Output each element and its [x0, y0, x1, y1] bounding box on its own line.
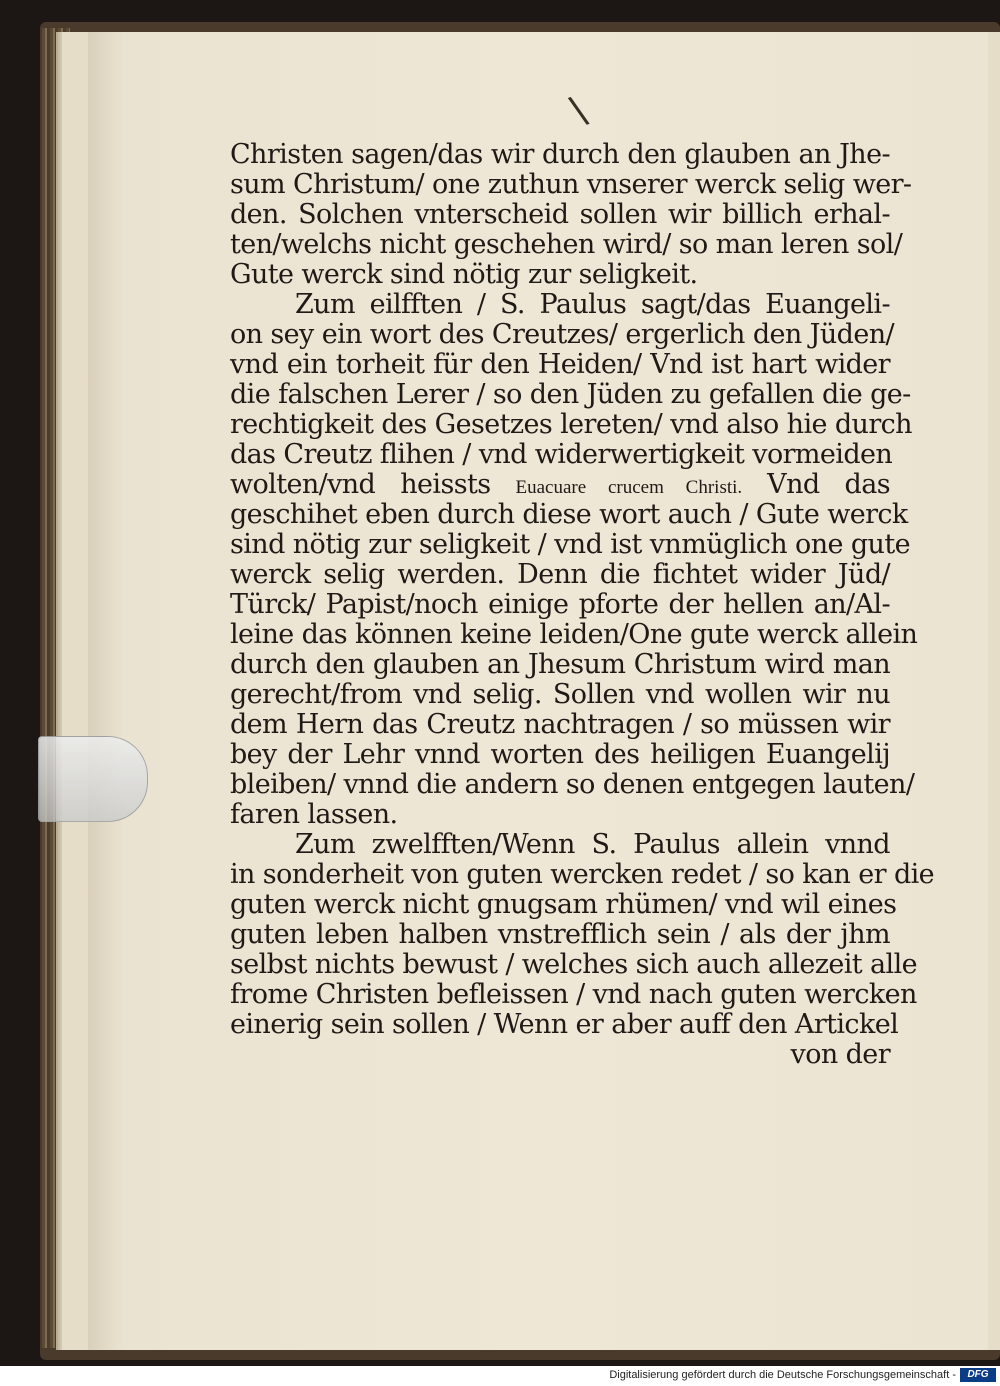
text-line: sum Christum/ one zuthun vnserer werck selig wer-	[230, 169, 912, 200]
text-line: vnd ein torheit für den Heiden/ Vnd ist hart wider	[230, 349, 890, 380]
text-line: faren lassen.	[230, 799, 398, 830]
text-segment: Vnd das	[767, 469, 890, 500]
dfg-logo-icon: DFG	[960, 1368, 996, 1382]
page-text	[230, 139, 935, 1070]
text-line: durch den glauben an Jhesum Christum wird man	[230, 649, 890, 680]
text-line: einerig sein sollen / Wenn er aber auff den Artickel	[230, 1009, 899, 1040]
latin-quote: Euacuare crucem Christi.	[515, 477, 743, 498]
text-line: bey der Lehr vnnd worten des heiligen Euangelij	[230, 739, 890, 770]
text-line: Zum eilfften / S. Paulus sagt/das Euangeli-	[295, 289, 890, 320]
text-line: gerecht/from vnd selig. Sollen vnd wollen wir nu	[230, 679, 890, 710]
marginal-mark: \	[565, 87, 592, 133]
text-line: den. Solchen vnterscheid sollen wir billich erhal-	[230, 199, 890, 230]
text-line: Christen sagen/das wir durch den glauben an Jhe-	[230, 139, 890, 170]
text-line: geschihet eben durch diese wort auch / Gute werck	[230, 499, 908, 530]
text-line: Zum zwelfften/Wenn S. Paulus allein vnnd	[295, 829, 890, 860]
text-line: on sey ein wort des Creutzes/ ergerlich den Jüden/	[230, 319, 895, 350]
text-line: sind nötig zur seligkeit / vnd ist vnmüglich one gute	[230, 529, 910, 560]
text-line: leine das können keine leiden/One gute werck allein	[230, 619, 918, 650]
catchword: von der	[790, 1039, 890, 1070]
text-segment: wolten/vnd heissts	[230, 469, 491, 500]
text-line: ten/welchs nicht geschehen wird/ so man leren sol/	[230, 229, 903, 260]
text-line: die falschen Lerer / so den Jüden zu gefallen die ge-	[230, 379, 911, 410]
text-line: in sonderheit von guten wercken redet / so kan er die	[230, 859, 935, 890]
text-line: rechtigkeit des Gesetzes lereten/ vnd also hie durch	[230, 409, 912, 440]
text-line: werck selig werden. Denn die fichtet wider Jüd/	[230, 559, 890, 590]
text-line: guten werck nicht gnugsam rhümen/ vnd wil eines	[230, 889, 897, 920]
text-line: dem Hern das Creutz nachtragen / so müssen wir	[230, 709, 890, 740]
page-clip	[38, 736, 148, 822]
text-line: Gute werck sind nötig zur seligkeit.	[230, 259, 698, 290]
text-line: frome Christen befleissen / vnd nach guten wercken	[230, 979, 917, 1010]
text-line-mixed	[230, 470, 890, 500]
text-line: bleiben/ vnnd die andern so denen entgegen lauten/	[230, 769, 915, 800]
text-line: selbst nichts bewust / welches sich auch allezeit alle	[230, 949, 917, 980]
text-line: guten leben halben vnstrefflich sein / als der jhm	[230, 919, 890, 950]
funding-credit: Digitalisierung gefördert durch die Deutsche Forschungsgemeinschaft -	[609, 1369, 956, 1381]
text-line: Türck/ Papist/noch einige pforte der hellen an/Al-	[230, 589, 890, 620]
footer-bar	[0, 1366, 1000, 1386]
text-line: das Creutz flihen / vnd widerwertigkeit vormeiden	[230, 439, 893, 470]
